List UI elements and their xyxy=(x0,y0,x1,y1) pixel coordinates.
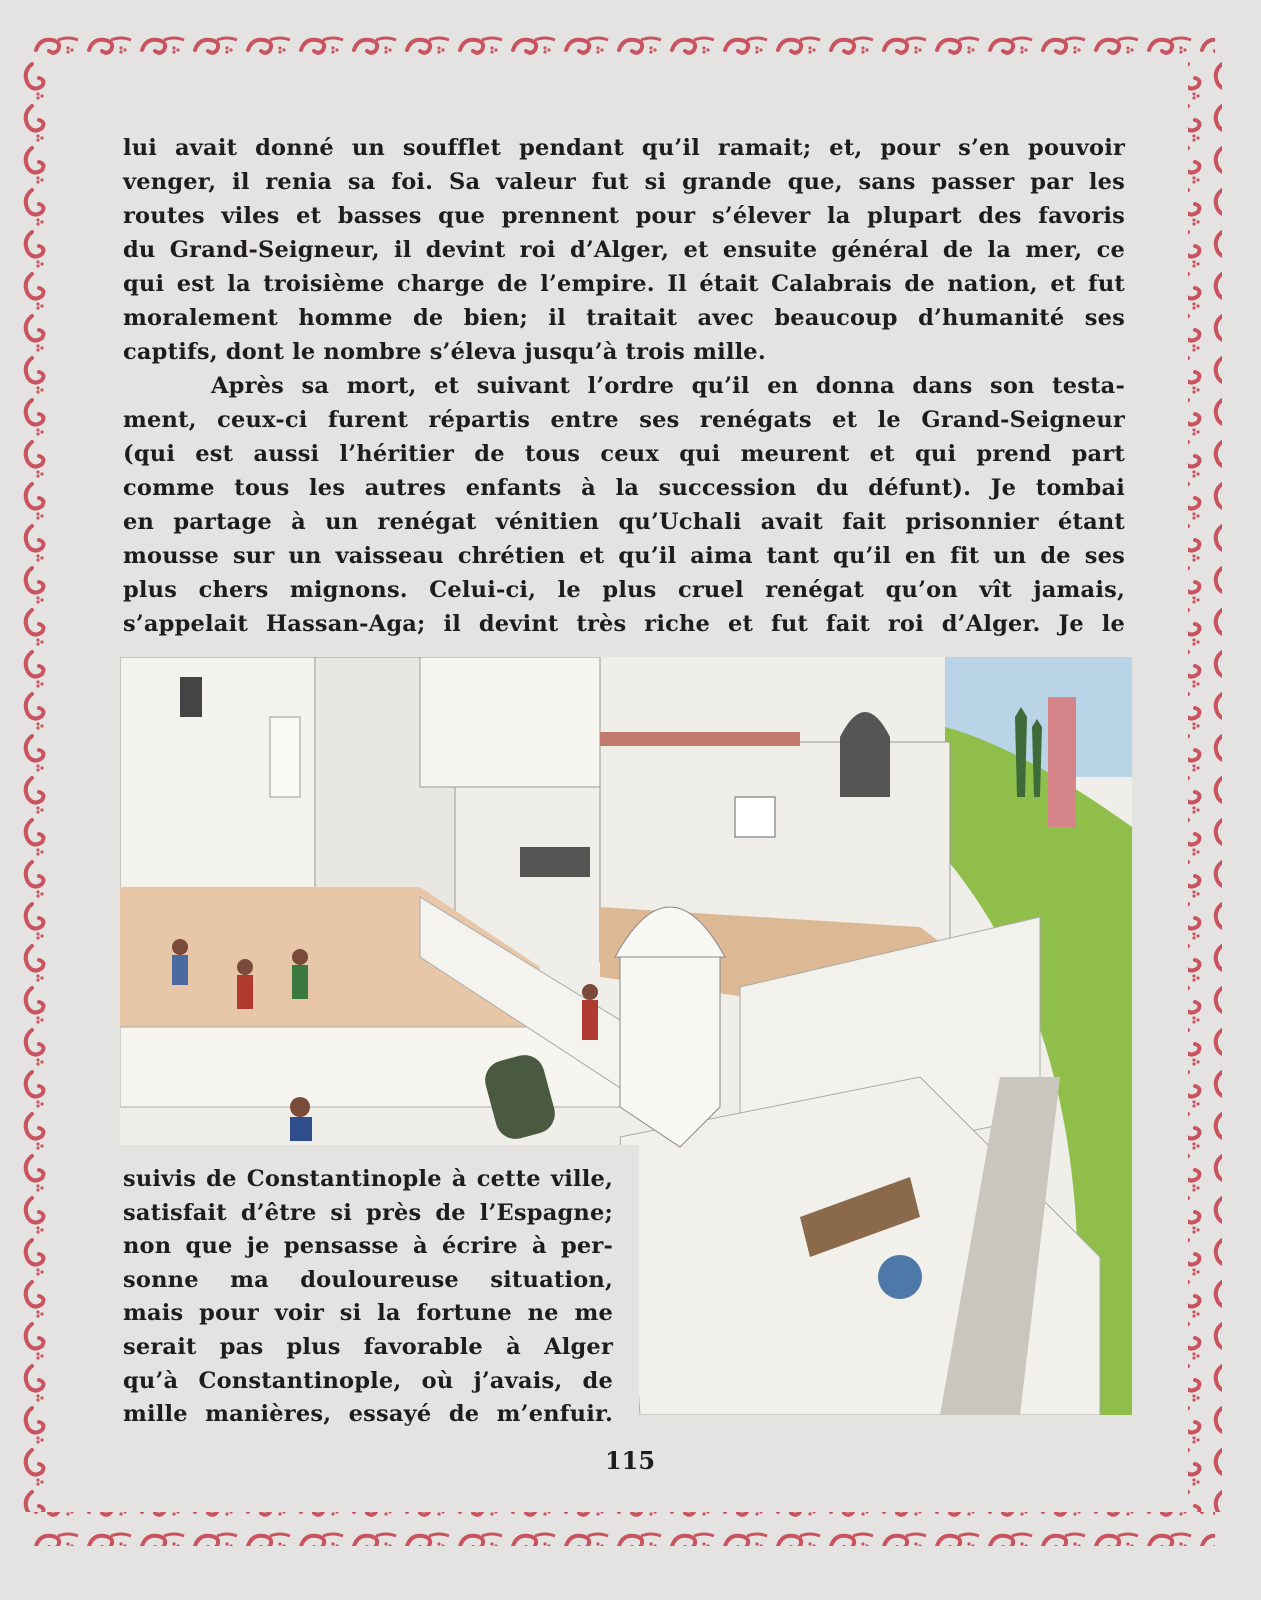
text-line: ment, ceux-ci furent répartis entre ses renégats et le Grand-Seigneur xyxy=(123,407,1125,433)
text-line: mousse sur un vaisseau chrétien et qu’il aima tant qu’il en fit un de ses xyxy=(123,543,1125,569)
text-line: comme tous les autres enfants à la succession du défunt). Je tombai xyxy=(123,475,1125,501)
text-line: routes viles et basses que prennent pour s’élever la plupart des favoris xyxy=(123,203,1125,229)
text-line: non que je pensasse à écrire à per- xyxy=(123,1233,613,1260)
body-text-top xyxy=(123,131,1125,641)
text-line: qu’à Constantinople, où j’avais, de xyxy=(123,1367,613,1394)
text-line: sonne ma douloureuse situation, xyxy=(123,1266,613,1293)
text-line: Après sa mort, et suivant l’ordre qu’il en donna dans son testa- xyxy=(211,373,1125,399)
text-line: captifs, dont le nombre s’éleva jusqu’à trois mille. xyxy=(123,339,766,365)
text-line: serait pas plus favorable à Alger xyxy=(123,1333,613,1360)
text-line: satisfait d’être si près de l’Espagne; xyxy=(123,1199,613,1226)
text-line: du Grand-Seigneur, il devint roi d’Alger, et ensuite général de la mer, ce xyxy=(123,237,1125,263)
text-line: mille manières, essayé de m’enfuir. xyxy=(123,1401,613,1428)
text-line: suivis de Constantinople à cette ville, xyxy=(123,1166,613,1192)
text-line: venger, il renia sa foi. Sa valeur fut si grande que, sans passer par les xyxy=(123,169,1125,195)
page-number: 115 xyxy=(604,1446,656,1475)
text-line: qui est la troisième charge de l’empire. Il était Calabrais de nation, et fut xyxy=(123,271,1125,297)
text-line: plus chers mignons. Celui-ci, le plus cruel renégat qu’on vît jamais, xyxy=(123,577,1125,603)
text-line: moralement homme de bien; il traitait avec beaucoup d’humanité ses xyxy=(123,305,1125,331)
body-text-bottom xyxy=(123,1163,613,1432)
text-line: en partage à un renégat vénitien qu’Uchali avait fait prisonnier étant xyxy=(123,509,1125,535)
text-line: (qui est aussi l’héritier de tous ceux qui meurent et qui prend part xyxy=(123,441,1125,467)
text-line: lui avait donné un soufflet pendant qu’il ramait; et, pour s’en pouvoir xyxy=(123,135,1125,161)
text-line: mais pour voir si la fortune ne me xyxy=(123,1300,613,1327)
text-line: s’appelait Hassan-Aga; il devint très riche et fut fait roi d’Alger. Je le xyxy=(123,611,1125,637)
